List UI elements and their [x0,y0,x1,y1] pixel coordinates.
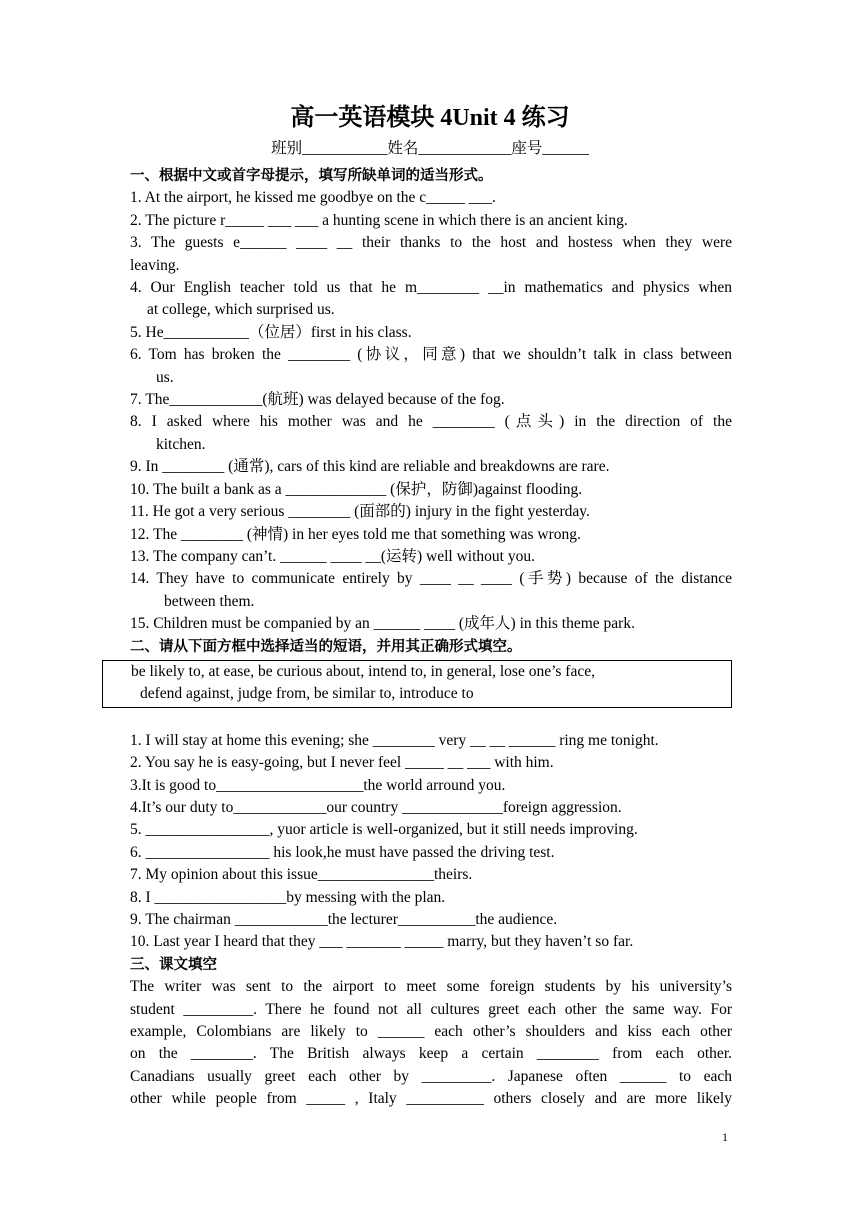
s1-line: 2. The picture r_____ ___ ___ a hunting scene in which there is an ancient king. [130,211,628,229]
s2-line: 3.It is good to___________________the world arround you. [130,776,506,794]
s1-line: 15. Children must be companied by an ______ ____ (成年人) in this theme park. [130,615,635,633]
s2-line: 7. My opinion about this issue_______________theirs. [130,866,473,884]
s1-line: between them. [164,592,255,610]
s1-line: kitchen. [156,435,206,453]
s1-line: 11. He got a very serious ________ (面部的) injury in the fight yesterday. [130,503,590,521]
section1-heading: 一、根据中文或首字母提示，填写所缺单词的适当形式。 [130,168,493,184]
s2-line: 2. You say he is easy-going, but I never feel _____ __ ___ with him. [130,754,554,772]
phrase-box-line: defend against, judge from, be similar to, introduce to [140,685,474,703]
page-title: 高一英语模块 4Unit 4 练习 [290,105,570,131]
s1-line: 7. The____________(航班) was delayed because of the fog. [130,391,505,409]
s1-line: 14. They have to communicate entirely by ____ __ ____ (手势) because of the distance [130,570,732,588]
s1-line: 12. The ________ (神情) in her eyes told me that something was wrong. [130,525,581,543]
s3-line: The writer was sent to the airport to meet some foreign students by his university’s [130,978,732,996]
s1-line: 8. I asked where his mother was and he ________ (点头) in the direction of the [130,413,732,431]
s3-line: student _________. There he found not all cultures greet each other the same way. For [130,1000,732,1018]
s1-line: 1. At the airport, he kissed me goodbye on the c_____ ___. [130,189,496,207]
s1-line: 3. The guests e______ ____ __ their thanks to the host and hostess when they were [130,234,732,252]
s1-line: leaving. [130,256,180,274]
s1-line: 9. In ________ (通常), cars of this kind are reliable and breakdowns are rare. [130,458,610,476]
page-number: 1 [722,1130,728,1144]
phrase-box [102,660,732,708]
s1-line: us. [156,368,174,386]
worksheet-body [130,165,732,1111]
s1-line: at college, which surprised us. [147,301,335,319]
s1-line: 5. He___________（位居）first in his class. [130,323,412,341]
s3-line: other while people from _____ , Italy __________ others closely and are more likely [130,1090,732,1108]
s1-line: 6. Tom has broken the ________ (协议，同意) that we shouldn’t talk in class between [130,346,732,364]
s2-line: 10. Last year I heard that they ___ _______ _____ marry, but they haven’t so far. [130,933,634,951]
s2-line: 5. ________________, yuor article is well-organized, but it still needs improving. [130,821,638,839]
phrase-box-line: be likely to, at ease, be curious about, intend to, in general, lose one’s face, [131,662,595,680]
section3-heading: 三、课文填空 [130,956,217,973]
s2-line: 4.It’s our duty to____________our country _____________foreign aggression. [130,798,622,816]
student-info-line: 班别___________姓名____________座号______ [271,140,589,157]
s3-line: on the ________. The British always keep a certain ________ from each other. [130,1045,732,1063]
s1-line: 4. Our English teacher told us that he m________ __in mathematics and physics when [130,279,732,297]
s2-line: 8. I _________________by messing with the plan. [130,888,446,906]
s3-line: Canadians usually greet each other by _________. Japanese often ______ to each [130,1067,732,1085]
s1-line: 10. The built a bank as a _____________ (保护，防御)against flooding. [130,480,583,498]
s1-line: 13. The company can’t. ______ ____ __(运转) well without you. [130,547,535,565]
s2-line: 6. ________________ his look,he must have passed the driving test. [130,843,555,861]
s2-line: 9. The chairman ____________the lecturer__________the audience. [130,911,558,928]
s2-line: 1. I will stay at home this evening; she ________ very __ __ ______ ring me tonight. [130,731,659,749]
section2-heading: 二、请从下面方框中选择适当的短语，并用其正确形式填空。 [130,638,522,655]
s3-line: example, Colombians are likely to ______ each other’s shoulders and kiss each other [130,1023,732,1041]
